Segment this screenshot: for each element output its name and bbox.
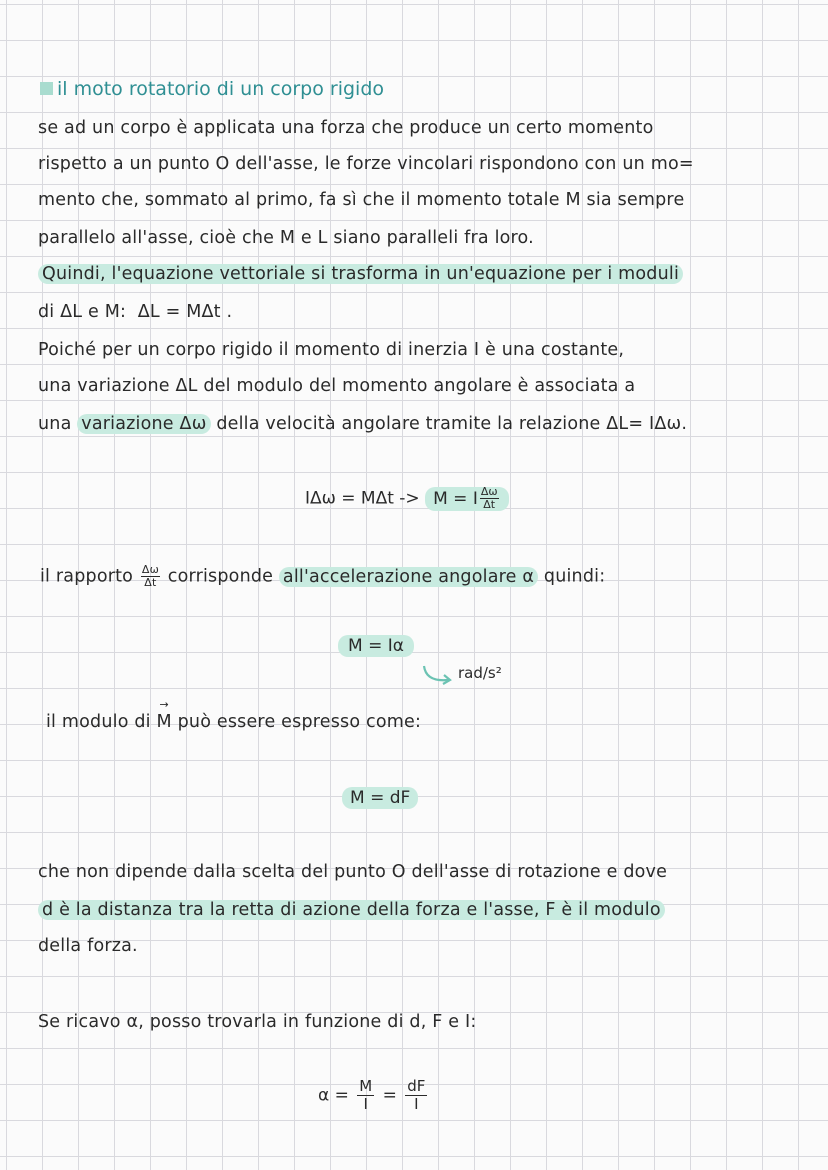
ratio-fraction: [141, 564, 160, 589]
p3-line3-post: della velocità angolare tramite la relazione ΔL= IΔω.: [216, 414, 688, 434]
formula-4-f1-den: I: [363, 1095, 368, 1113]
ratio-frac-den: Δt: [144, 576, 157, 589]
formula-4-fraction-1: [357, 1078, 374, 1113]
p2-line2-prefix: di ΔL e M:: [38, 302, 127, 322]
p3-line3-highlight: variazione Δω: [77, 414, 210, 434]
sentence-alpha: Se ricavo α, posso trovarla in funzione di d, F e I:: [38, 1012, 477, 1032]
formula-1-highlight: [425, 487, 508, 511]
formula-3-eq: M = dF: [342, 787, 418, 809]
ratio-post: quindi:: [543, 566, 606, 587]
p4-line1: che non dipende dalla scelta del punto O dell'asse di rotazione e dove: [38, 862, 668, 882]
ratio-pre: il rapporto: [40, 566, 134, 587]
sentence-ratio: [40, 564, 605, 589]
formula-3: [342, 788, 418, 808]
formula-2-unit: rad/s²: [458, 664, 502, 682]
formula-4-f2-num: dF: [407, 1077, 426, 1095]
modulo-vector-m: → M: [157, 712, 172, 732]
p2-line1: [38, 264, 683, 284]
formula-1: [305, 486, 509, 511]
formula-4-lhs: α =: [318, 1085, 349, 1106]
modulo-post: può essere espresso come:: [177, 712, 422, 732]
formula-1-right-pre: M = I: [433, 488, 478, 509]
ratio-highlight: all'accelerazione angolare α: [279, 567, 538, 587]
p1-line3: mento che, sommato al primo, fa sì che il momento totale M sia sempre: [38, 190, 685, 210]
p2-line2-eq: ΔL = MΔt .: [137, 302, 233, 322]
p1-line4: parallelo all'asse, cioè che M e L siano paralleli fra loro.: [38, 228, 534, 248]
p3-line3-pre: una: [38, 414, 72, 434]
formula-4: [318, 1078, 430, 1113]
formula-4-f2-den: I: [414, 1095, 419, 1113]
ratio-frac-num: Δω: [141, 563, 159, 576]
p3-line3: [38, 414, 687, 434]
p1-line1: se ad un corpo è applicata una forza che produce un certo momento: [38, 118, 654, 138]
formula-2-eq: M = Iα: [338, 635, 414, 657]
p2-line1-text: Quindi, l'equazione vettoriale si trasforma in un'equazione per i moduli: [38, 264, 683, 284]
formula-1-frac-num: Δω: [480, 485, 498, 498]
title-text: il moto rotatorio di un corpo rigido: [57, 78, 385, 100]
bullet-square-icon: [40, 82, 53, 95]
p3-line2: una variazione ΔL del modulo del momento angolare è associata a: [38, 376, 636, 396]
formula-1-left: IΔω = MΔt ->: [305, 488, 420, 509]
curved-arrow-icon: [418, 662, 458, 690]
formula-4-f1-num: M: [359, 1077, 373, 1095]
p4-line2-text: d è la distanza tra la retta di azione della forza e l'asse, F è il modulo: [38, 900, 665, 920]
p1-line2: rispetto a un punto O dell'asse, le forze vincolari rispondono con un mo=: [38, 154, 694, 174]
formula-4-fraction-2: [405, 1078, 427, 1113]
formula-4-eq: =: [382, 1085, 397, 1106]
ratio-mid: corrisponde: [167, 566, 274, 587]
formula-2: [338, 636, 414, 656]
p4-line2: [38, 900, 665, 920]
sentence-modulo: [46, 712, 421, 732]
page-title: [40, 78, 384, 100]
modulo-pre: il modulo di: [46, 712, 151, 732]
formula-1-frac-den: Δt: [483, 498, 496, 511]
p2-line2: [38, 302, 232, 322]
formula-1-fraction: [480, 486, 499, 511]
p3-line1: Poiché per un corpo rigido il momento di inerzia I è una costante,: [38, 340, 625, 360]
p4-line3: della forza.: [38, 936, 138, 956]
